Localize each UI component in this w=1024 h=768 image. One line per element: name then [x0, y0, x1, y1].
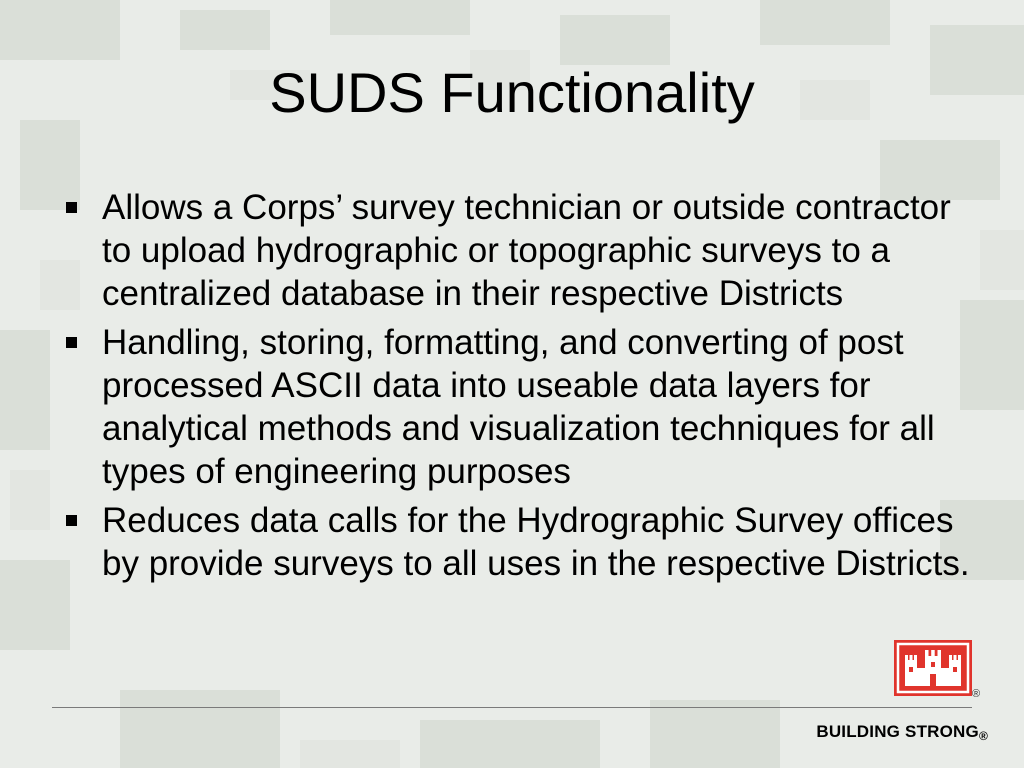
bullet-list [60, 186, 980, 591]
bullet-text: Handling, storing, formatting, and converting of post processed ASCII data into useable data layers for analytical methods and visualization techniques for all types of engineering purposes [102, 323, 935, 491]
bullet-item [60, 499, 980, 585]
square-bullet-icon [66, 515, 77, 526]
bullet-item [60, 186, 980, 315]
bullet-item [60, 321, 980, 493]
logo-registered-mark: ® [972, 688, 981, 700]
footer-brand-text: BUILDING STRONG [816, 722, 979, 741]
footer-divider [52, 707, 972, 708]
bullet-text: Reduces data calls for the Hydrographic Survey offices by provide surveys to all uses in the respective Districts. [102, 501, 970, 583]
square-bullet-icon [66, 202, 77, 213]
footer-registered-mark: ® [978, 729, 988, 743]
slide-title: SUDS Functionality [269, 61, 755, 124]
castle-logo-icon [894, 640, 972, 696]
footer-brand [816, 722, 988, 743]
bullet-text: Allows a Corps’ survey technician or outside contractor to upload hydrographic or topographic surveys to a centralized database in their respective Districts [102, 188, 951, 313]
square-bullet-icon [66, 337, 77, 348]
